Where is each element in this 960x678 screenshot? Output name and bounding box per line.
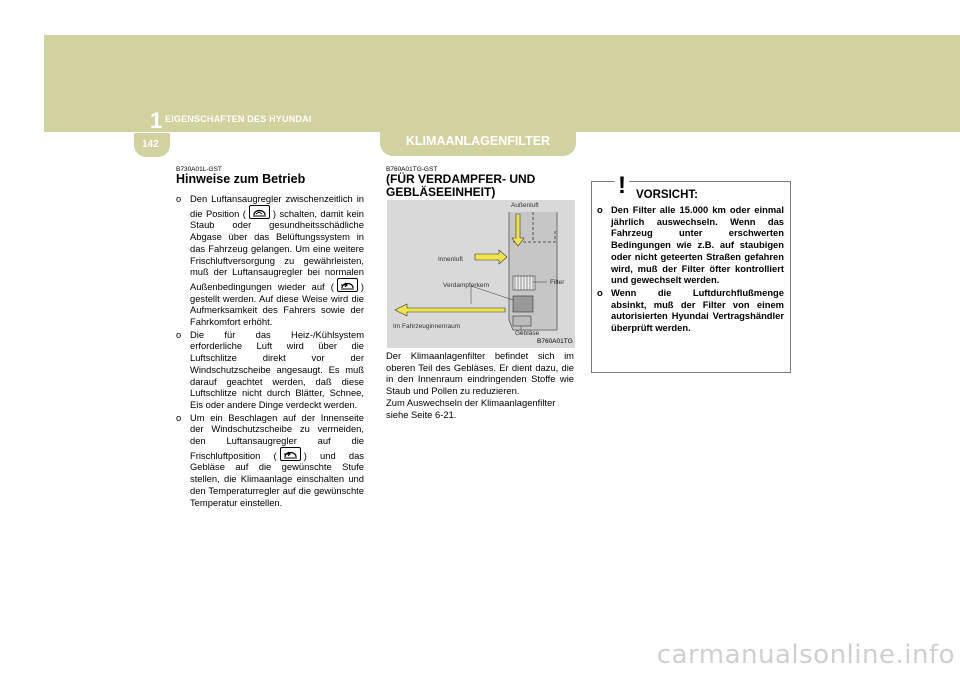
bullet-text: ) gestellt werden. Auf diese Weise wird die Aufmerksamkeit des Fahrers sowie der Fahrkomfort erhöht. [190,280,364,328]
section-title: KLIMAANLAGENFILTER [405,134,551,148]
paragraph: Zum Auswechseln der Klimaanlagenfilter siehe Seite 6-21. [386,396,556,420]
warning-exclamation-icon [607,168,637,201]
fresh-air-icon [280,447,301,461]
middle-body [386,350,574,420]
bullet-text: Wenn die Luftdurchflußmenge absinkt, muß der Filter von einem autorisierten Hyundai Vertragshändler überprüft werden. [611,286,784,334]
blower-unit [513,316,531,326]
left-body [176,193,364,509]
inside-air-label: Innenluft [438,256,463,263]
filter-label: Filter [550,279,565,286]
bullet-mark: o [176,328,182,340]
bullet-text: ) schalten, damit kein Staub oder gesundheitsschädliche Abgase über das Belüftungssystem in das Fahrzeug gelangen. Um eine weitere Frischluftversorgung zu gewährleisten, muß der Luftansaugregler bei normalen Außenbedingungen wieder auf ( [190,207,364,292]
chapter-number: 1 [150,108,163,133]
chapter-title: EIGENSCHAFTEN DES HYUNDAI [165,114,312,124]
middle-section-code: B760A01TG-GST [386,166,438,173]
list-item [597,204,784,286]
left-section-code: B730A01L-GST [176,166,222,173]
list-item [176,193,364,328]
bullet-mark: o [597,286,603,298]
fresh-air-icon [337,278,358,292]
paragraph: Der Klimaanlagenfilter befindet sich im oberen Teil des Gebläses. Er dient dazu, die in den Innenraum eindringenden Stoffe wie Staub und Pollen zu reduzieren. [386,350,574,397]
watermark: carmanualsonline.info [656,640,955,670]
filter-diagram [387,200,575,348]
bullet-text: Die für das Heiz-/Kühlsystem erforderliche Luft wird über die Luftschlitze direkt vor der Windschutzscheibe angesaugt. Es muß darauf geachtet werden, daß diese Luftschlitze nicht durch Blätter, Schnee, Eis oder andere Dinge verdeckt werden. [190,328,364,410]
list-item [176,329,364,411]
list-item [176,412,364,509]
blower-label: Gebläse [515,330,540,337]
outside-air-label: Außenluft [511,202,539,209]
evaporator-label: Verdampferkern [443,282,490,289]
svg-text:!: ! [618,172,626,196]
figure-code: B760A01TG [537,338,573,345]
bullet-mark: o [176,193,182,204]
caution-text [597,204,784,335]
recirculation-icon [249,205,270,219]
bullet-text: Den Luftansaugregler zwischenzeitlich in die Position ( [190,193,364,219]
caution-title: VORSICHT: [636,189,698,201]
bullet-text: Um ein Beschlagen auf der Innenseite der Windschutzscheibe zu vermeiden, den Luftansaugregler auf die Frischluftposition ( [190,411,364,461]
bullet-text: ) und das Gebläse auf die gewünschte Stufe stellen, die Klimaanlage einschalten und den Temperaturregler auf die gewünschte Temperatur einstellen. [190,449,364,508]
cabin-label: Im Fahrzeuginnenraum [393,323,461,330]
left-heading: Hinweise zum Betrieb [176,172,306,186]
bullet-text: Den Filter alle 15.000 km oder einmal jährlich auswechseln. Wenn das Fahrzeug unter erschwerten Bedingungen wie z.B. auf staubigen oder nicht geteerten Straßen gefahren wird, muß der Filter öfter kontrolliert und gewechselt werden. [611,204,784,286]
bullet-mark: o [176,411,182,423]
inside-air-arrow [475,250,507,264]
bullet-mark: o [597,204,603,215]
cabin-air-arrow [395,304,505,316]
page-number: 142 [142,139,159,150]
evaporator-core [513,296,533,312]
middle-heading-line2: GEBLÄSEEINHEIT) [386,185,496,199]
middle-heading-line1: (FÜR VERDAMPFER- UND [386,172,536,186]
list-item [597,287,784,334]
